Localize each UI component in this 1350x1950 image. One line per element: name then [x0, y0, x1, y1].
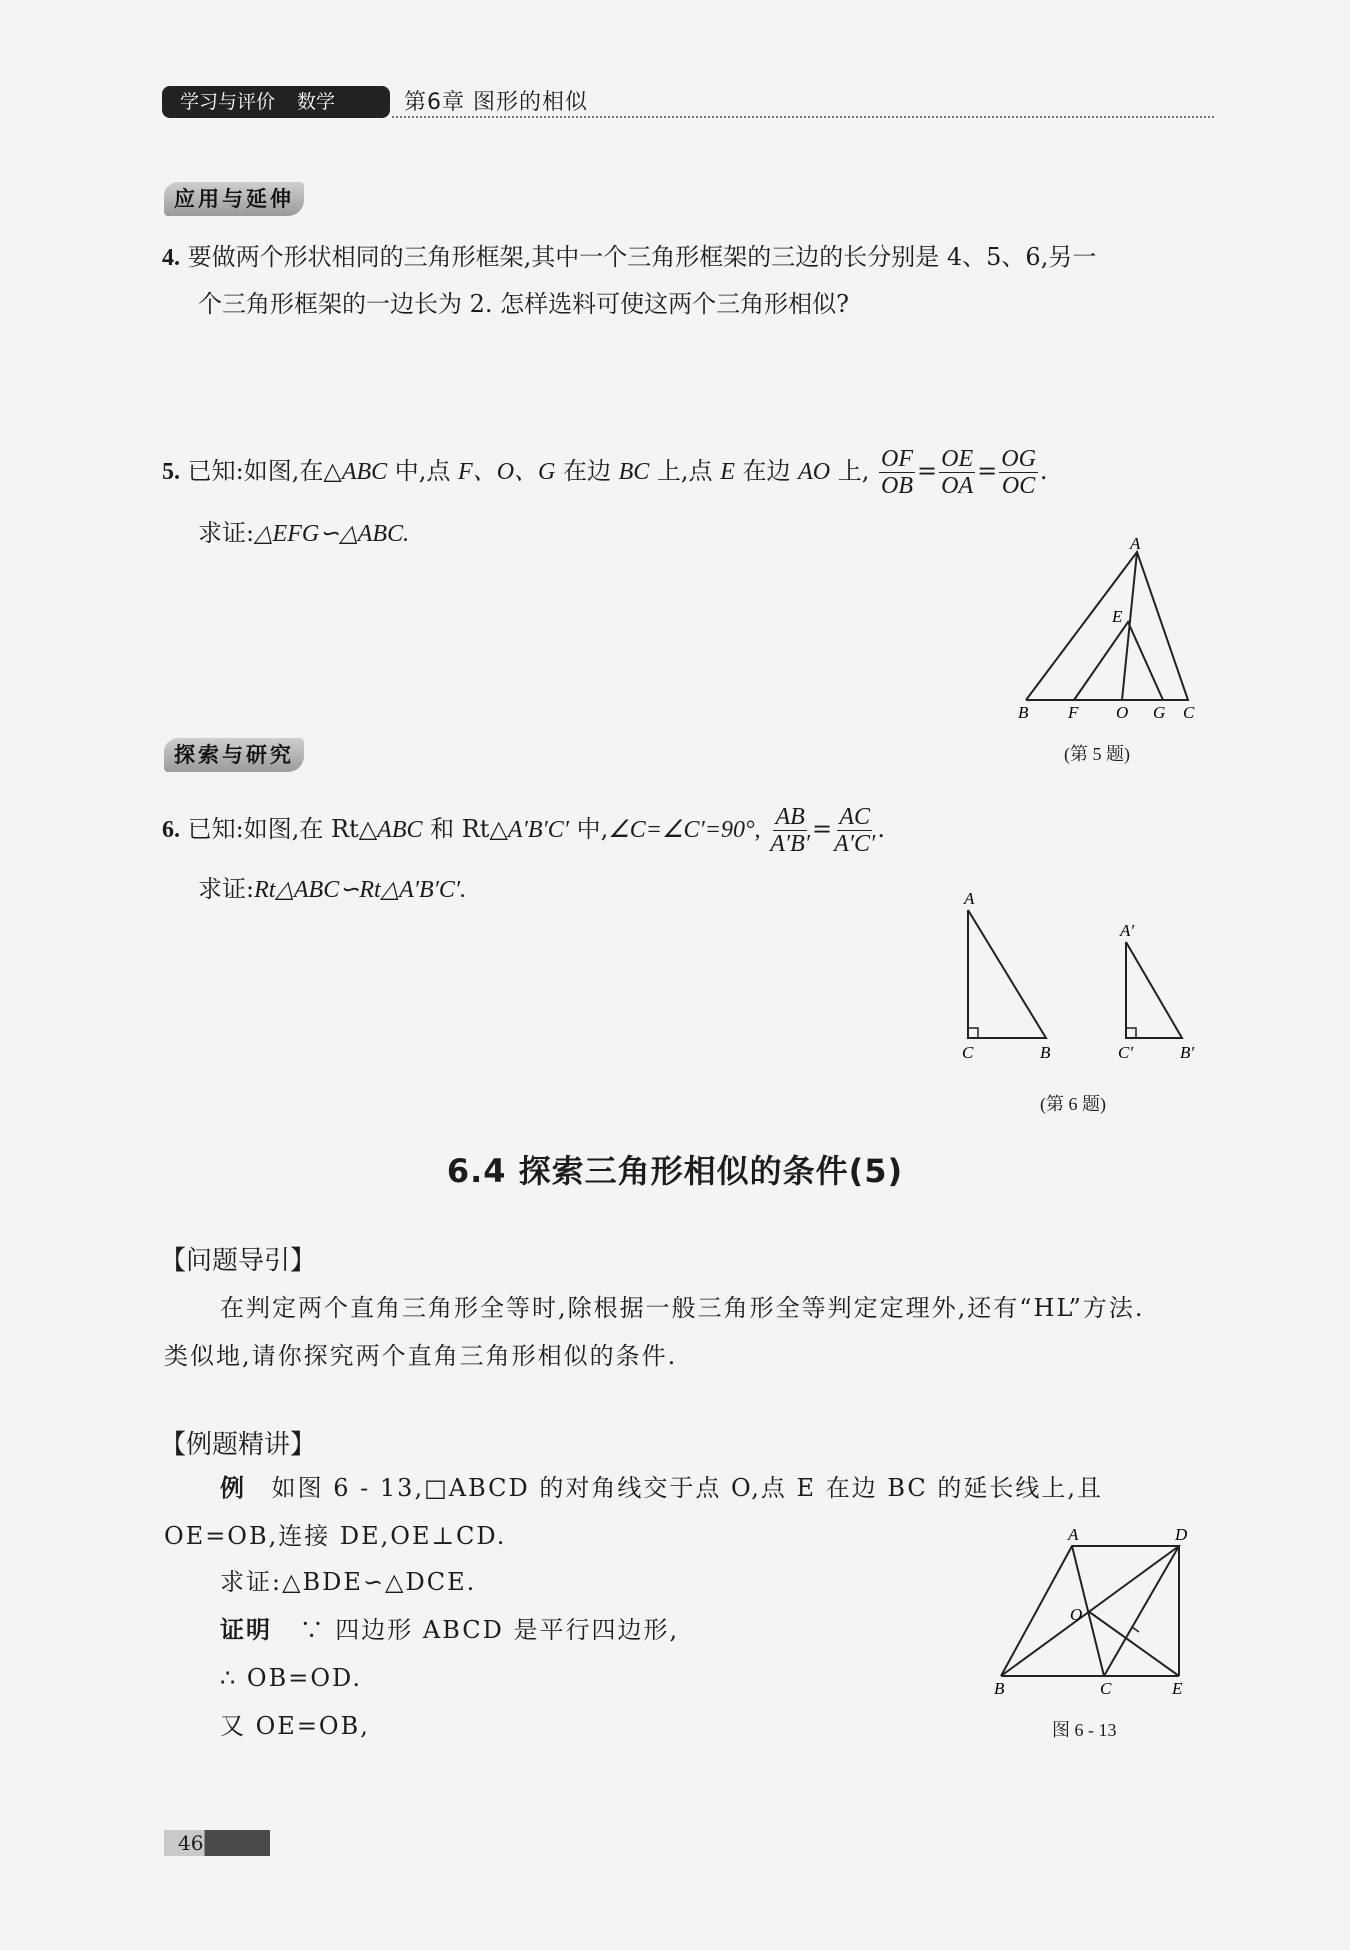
header-book-title: 学习与评价	[180, 91, 276, 113]
guide-text	[164, 1284, 1224, 1380]
fraction-denominator: OC	[1001, 473, 1036, 499]
example-line4: ∵ 四边形 ABCD 是平行四边形,	[299, 1616, 680, 1644]
label-e: E	[1172, 1679, 1183, 1696]
question-number: 5.	[162, 459, 180, 485]
fraction-denominator: A′C′	[834, 831, 876, 857]
q6-text: 已知:如图,在 Rt△	[187, 815, 378, 843]
figure-q6-caption: (第 6 题)	[1040, 1094, 1106, 1114]
triangle-abc	[968, 910, 1046, 1038]
fraction	[770, 804, 810, 857]
fraction-numerator: AC	[839, 804, 871, 830]
example-line2: OE=OB,连接 DE,OE⊥CD.	[164, 1522, 507, 1550]
triangle-efg	[1074, 622, 1163, 700]
equals-sign: =	[977, 457, 998, 485]
label-b: B	[1018, 703, 1029, 720]
fraction-denominator: OA	[941, 473, 974, 499]
section-tag-explore: 探索与研究	[164, 738, 304, 772]
right-angle-mark	[1126, 1028, 1136, 1038]
label-e: E	[1112, 607, 1123, 626]
prove-statement: △EFG∽△ABC.	[254, 521, 410, 547]
label-c-prime: C′	[1118, 1043, 1134, 1062]
prove-label: 求证:	[198, 519, 255, 547]
equals-sign: =	[812, 815, 833, 843]
proof-label: 证明	[220, 1616, 272, 1644]
label-d: D	[1175, 1526, 1188, 1544]
q6-text: 和 Rt△	[422, 815, 508, 843]
question-number: 4.	[162, 245, 180, 271]
q5-text: 在边	[555, 457, 619, 485]
fraction-denominator: OB	[881, 473, 914, 499]
q5-math: F、O、G	[458, 459, 556, 485]
period: .	[1039, 457, 1048, 485]
fraction-numerator: AB	[775, 804, 805, 830]
label-c: C	[1100, 1679, 1112, 1696]
question-5-prove	[198, 510, 409, 557]
q5-math: E	[720, 459, 735, 485]
prove-statement: Rt△ABC∽Rt△A′B′C′.	[254, 877, 467, 903]
q6-math: A′B′C′	[507, 817, 569, 843]
header-subject: 数学	[297, 91, 336, 113]
guide-heading: 【问题导引】	[160, 1246, 317, 1276]
label-o: O	[1116, 703, 1129, 720]
equals-sign: =	[917, 457, 938, 485]
question-4-line1: 要做两个形状相同的三角形框架,其中一个三角形框架的三边的长分别是 4、5、6,另一	[187, 243, 1097, 271]
q5-text: 在边	[734, 457, 799, 485]
question-5	[162, 446, 1222, 499]
q5-math: BC	[618, 459, 650, 485]
figure-q5-triangle	[1010, 530, 1210, 720]
question-number: 6.	[162, 817, 180, 843]
fraction	[999, 446, 1038, 499]
label-a: A	[1068, 1526, 1079, 1544]
example-line1: 如图 6 - 13,□ABCD 的对角线交于点 O,点 E 在边 BC 的延长线上,且	[271, 1474, 1104, 1502]
period: .	[877, 815, 885, 843]
fraction	[834, 804, 875, 857]
question-4	[162, 234, 1222, 327]
question-4-line2: 个三角形框架的一边长为 2. 怎样选料可使这两个三角形相似?	[198, 290, 850, 318]
figure-q6-right-triangles	[958, 886, 1208, 1066]
page-number: 46	[164, 1830, 270, 1856]
q6-math: ABC	[377, 817, 423, 843]
label-c: C	[962, 1043, 974, 1062]
label-o: O	[1070, 1605, 1083, 1624]
example-line5: ∴ OB=OD.	[220, 1664, 363, 1692]
fraction	[939, 446, 975, 499]
triangle-abc	[1026, 552, 1188, 700]
header-chapter: 第6章 图形的相似	[404, 90, 588, 115]
right-angle-mark	[968, 1028, 978, 1038]
q5-math: AO	[798, 459, 831, 485]
question-6	[162, 804, 1222, 857]
fraction-numerator: OE	[941, 446, 974, 472]
example-line6: 又 OE=OB,	[220, 1712, 370, 1740]
guide-line1: 在判定两个直角三角形全等时,除根据一般三角形全等判定定理外,还有“HL”方法.	[220, 1294, 1145, 1322]
label-f: F	[1068, 703, 1079, 720]
header-badge	[162, 86, 390, 118]
fraction	[879, 446, 915, 499]
example-label: 例	[220, 1474, 246, 1502]
q6-text: 中,	[569, 815, 609, 843]
guide-line2: 类似地,请你探究两个直角三角形相似的条件.	[164, 1342, 678, 1370]
q6-math: ∠C=∠C′=90°,	[608, 817, 761, 843]
q5-text: 上,	[830, 457, 870, 485]
section-title: 6.4 探索三角形相似的条件(5)	[446, 1152, 904, 1190]
label-b: B	[1040, 1043, 1051, 1062]
q5-text: 已知:如图,在△	[187, 457, 342, 485]
prove-label: 求证:	[198, 875, 255, 903]
label-g: G	[1153, 703, 1166, 720]
q5-math: ABC	[341, 459, 388, 485]
section-tag-apply: 应用与延伸	[164, 182, 304, 216]
question-6-prove	[198, 866, 466, 913]
figure-6-13-caption: 图 6 - 13	[1052, 1720, 1117, 1740]
header-divider	[392, 116, 1214, 118]
q5-text: 上,点	[649, 457, 721, 485]
figure-6-13-parallelogram	[984, 1526, 1204, 1696]
figure-q5-caption: (第 5 题)	[1064, 744, 1130, 764]
example-line3: 求证:△BDE∽△DCE.	[220, 1568, 477, 1596]
label-b: B	[994, 1679, 1005, 1696]
example-heading: 【例题精讲】	[160, 1430, 317, 1460]
label-a: A	[1130, 534, 1141, 553]
q5-text: 中,点	[387, 457, 459, 485]
triangle-a2b2c2	[1126, 942, 1182, 1038]
fraction-numerator: OG	[1001, 446, 1036, 472]
label-a-prime: A′	[1120, 921, 1135, 940]
label-c: C	[1183, 703, 1195, 720]
fraction-denominator: A′B′	[770, 831, 811, 857]
example-proof	[220, 1558, 980, 1750]
label-a: A	[964, 889, 975, 908]
fraction-numerator: OF	[881, 446, 914, 472]
label-b-prime: B′	[1180, 1043, 1195, 1062]
